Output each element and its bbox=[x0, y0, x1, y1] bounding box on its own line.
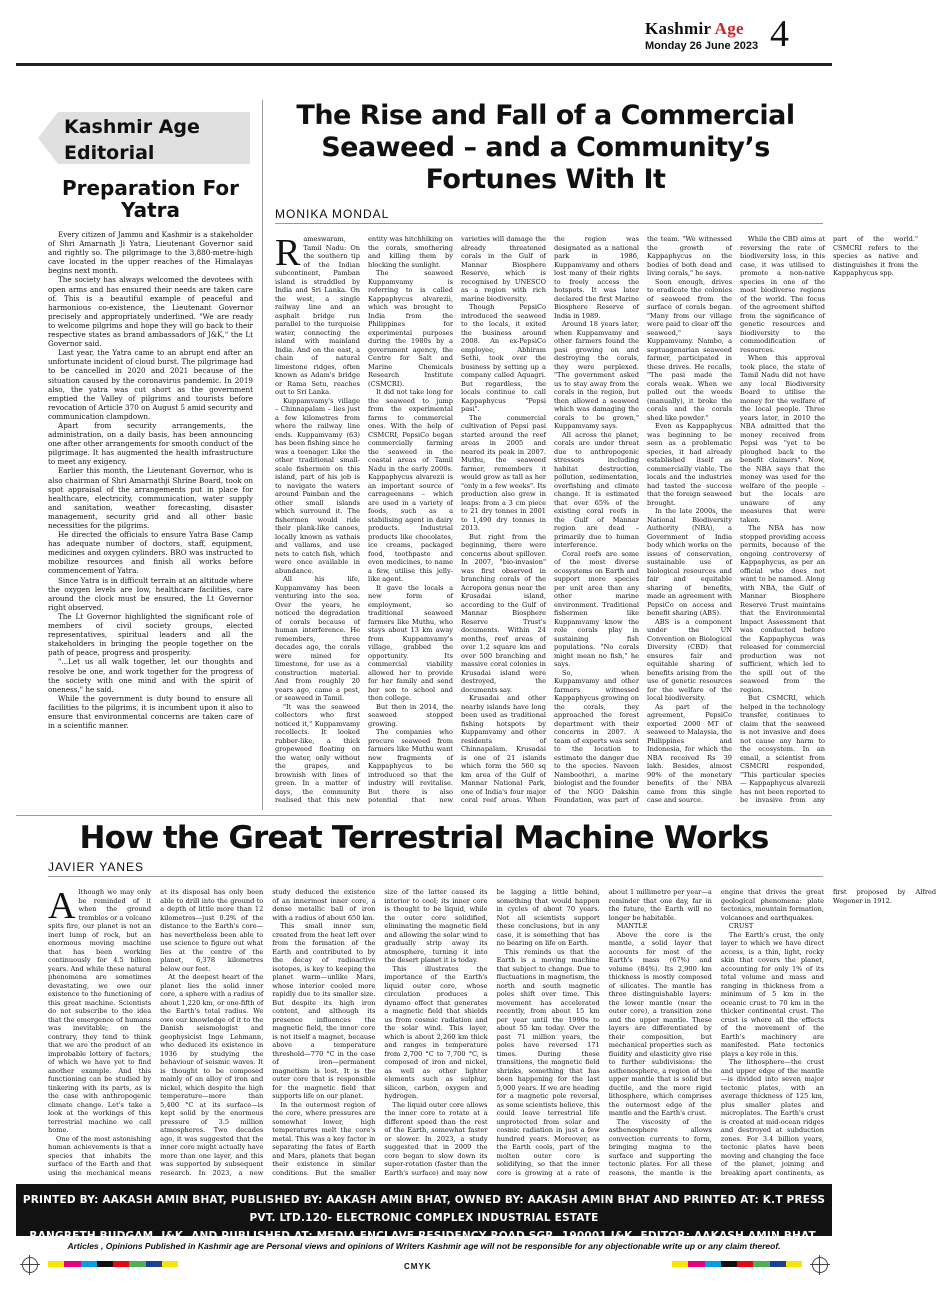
article2-dropcap: A bbox=[48, 885, 76, 927]
article1-paragraph: So, when Kuppamvamy and other farmers witnessed Kappaphycus growing on the corals, they approached the forest department with their concerns in 2007. A team of experts was sent to the location to estimate the danger due to the species. Naveen Namboothri, a marine biologist and the founder of the NGO Dakshin Foundation, was part of the team. "We witnessed the growth of Kappaphycus on the bodies of both dead and living corals," he says. bbox=[554, 235, 732, 804]
registration-mark-left bbox=[22, 1257, 38, 1273]
color-swatch bbox=[753, 1261, 769, 1267]
article1-paragraph: It gave the locals a new form of employment, so traditional seaweed farmers like Muthu, who stays about 13 km away from Kuppamvamy's village, grabbed the opportunity. Its commercial viability allowed her to provide for her family and send her son to school and then college. bbox=[368, 583, 453, 702]
editorial-paragraph: Every citizen of Jammu and Kashmir is a stakeholder of Shri Amarnath Ji Yatra, Lieutenant Governor said and rightly so. The pilgrimage to the 3,880-metre-high cave located in the upper reaches of the Himalayas begins next month. bbox=[48, 230, 253, 276]
article1-paragraph: All across the planet, corals are under threat due to anthropogenic stressors including habitat destruction, pollution, sedimentation, overfishing and climate change. It is estimated that over 65% of the existing coral reefs in the Gulf of Mannar region are dead – primarily due to human interference. bbox=[554, 430, 639, 549]
article1-body bbox=[275, 232, 918, 810]
editorial-paragraph: Earlier this month, the Lieutenant Governor, who is also chairman of Shri Amarnathji Shrine Board, took on spot appraisal of the arrangements put in place for healthcare, electricity, communication, water supply and sanitation, weather forecasting, disaster management, security grid and all other basic necessities for the pilgrims. bbox=[48, 466, 253, 530]
article1-paragraph: "It was the seaweed collectors who first noticed it," Kuppamvamy recollects. It looked rubber-like, a thick gropeweed floating on the water, only without the grapes, and brownish with lines of green. In a matter of days, the community realised that this new entity was hitchhiking on the corals, smothering and killing them by blocking the sunlight. bbox=[275, 235, 453, 804]
editorial-paragraph: Apart from security arrangements, the administration, on a daily basis, has been announcing one after other arrangements for smooth conduct of the pilgrimage. It has augmented the health infrastructure to meet any exigency. bbox=[48, 420, 253, 467]
cmyk-label: CMYK bbox=[404, 1262, 432, 1271]
editorial-label-line1: Kashmir Age bbox=[64, 116, 200, 138]
editorial-body bbox=[48, 230, 253, 810]
color-swatch bbox=[705, 1261, 721, 1267]
issue-date: Monday 26 June 2023 bbox=[645, 40, 759, 52]
editorial-paragraph: The society has always welcomed the devotees with open arms and has ensured their needs are taken care of. This is a beautiful example of peaceful and harmonious co-existence, the Lieutenant Governor precisely and appropriately underlined. "We are ready to welcome pilgrims and hope they will go back to their respective states as brand ambassadors of J&K," the Lt Governor said. bbox=[48, 275, 253, 349]
color-swatch bbox=[97, 1261, 113, 1267]
color-swatch bbox=[129, 1261, 145, 1267]
article2-paragraph: At the deepest heart of the planet lies the solid inner core, a sphere with a radius of about 1,220 km, or one-fifth of the Earth's total radius. We owe our knowledge of it to the Danish seismologist and geophysicist Inge Lehmann, who deduced its existence in 1936 by studying the behaviour of seismic waves. It is thought to be composed mainly of an alloy of iron and nickel, which despite the high temperature—more than 5,400 °C at its surface—is kept solid by the enormous pressure of 3.5 million atmospheres. Two decades ago, it was suggested that the inner core might actually have more than one layer, and this was supported by subsequent research. In 2023, a new study deduced the existence of an innermost inner core, a dense metallic ball of iron with a radius of about 650 km. bbox=[160, 888, 376, 1177]
article2-paragraph: This reminds us that the Earth is a moving machine that subject to change. Due to fluctuations in magnetism, the north and south magnetic poles shift over time. This movement has accelerated recently, from about 15 km per year until the 1990s to about 55 km today. Over the past 71 million years, the poles have reversed 171 times. During these transitions, the magnetic field shrinks, something that has been happening for the last 5,000 years. If we are heading for a magnetic pole reversal, as some scientists believe, this could leave terrestrial life unprotected from solar and cosmic radiation in just a few hundred years. Moreover, as the Earth cools, part of the molten outer core is solidifying, so that the inner core is growing at a rate of about 1 millimetre per year—a reminder that one day, far in the future, the Earth will no longer be habitable. bbox=[496, 888, 712, 1177]
article1-byline: MONIKA MONDAL bbox=[275, 207, 390, 221]
page-number: 4 bbox=[770, 13, 789, 55]
article1-byline-rule bbox=[275, 223, 823, 224]
article1-paragraph: The companies who procure seaweed from farmers like Muthu want new fragments of Kappaphycus to be introduced so that the industry will revitalise. But there is also potential that new varieties will damage the already threatened corals in the Gulf of Mannar Biosphere Reserve, which is recognised by UNESCO as a region with rich marine biodiversity. bbox=[368, 235, 546, 804]
article1-paragraph: Around 18 years later, when Kuppamvamy and other farmers found the pasi growing on and destroying the corals, they were perplexed. "The government asked us to stay away from the corals in the region, but then allowed a seaweed which was damaging the corals to be grown," Kuppamvamy says. bbox=[554, 320, 639, 430]
article2-body bbox=[48, 885, 936, 1178]
masthead-title: Kashmir Age bbox=[645, 19, 744, 38]
color-swatch bbox=[162, 1261, 178, 1267]
article1-paragraph: Kuppamvamy's village – Chinnapalam – lies just a few kilometres from where the railway line ends. Kuppamvamy (63) has been fishing since he was a teenager. Like the other traditional small-scale fishermen on this island, part of his job is to navigate the waters around Pamban and the other small islands which surround it. The fishermen would ride their plank-like canoes, locally known as vathais and vallams, and use nets to catch fish, which were once available in abundance. bbox=[275, 396, 360, 575]
editorial-label-arrow bbox=[38, 112, 58, 164]
article1-paragraph: The seaweed Kuppamvamy is referring to is called Kappaphycus alvarezii, which was brought to India from the Philippines for experimental purposes during the 1980s by a government agency, the Centre for Salt and Marine Chemicals Research Institute (CSMCRI). bbox=[368, 269, 453, 388]
article1-paragraph: ABS is a component under the UN Convention on Biological Diversity (CBD) that ensures fair and equitable sharing of benefits arising from the use of genetic resources for the welfare of the local biodiversity. bbox=[647, 617, 732, 702]
article1-paragraph: Though PepsiCo introduced the seaweed to the locals, it exited the business around 2008. An ex-PepsiCo employee, Abhiram Sethi, took over the business by setting up a company called Aquagri. But regardless, the locals continue to call Kappaphycus "Pepsi pasi". bbox=[461, 303, 546, 413]
article1-paragraph: In the late 2000s, the National Biodiversity Authority (NBA), a Government of India body which works on the issues of conservation, sustainable use of biological resources and fair and equitable sharing of benefits, made an agreement with PepsiCo on access and benefit sharing (ABS). bbox=[647, 507, 732, 617]
article2-paragraph: This small inner sun, created from the heat left over from the formation of the Earth and contributed to by the decay of radioactive isotopes, is key to keeping the planet warm—unlike Mars, whose interior cooled more rapidly due to its smaller size. But despite its high iron content, and although its presence influences the magnetic field, the inner core is not itself a magnet, because above a temperature threshold—770 °C in the case of iron—permanent magnetism is lost. It is the outer core that is responsible for the magnetic field that supports life on our planet. bbox=[272, 922, 376, 1100]
section-rule bbox=[16, 815, 832, 816]
article1-paragraph: It did not take long for the seaweed to jump from the experimental farms to commercial ones. With the help of CSMCRI, PepsiCo began commercially farming the seaweed in the coastal areas of Tamil Nadu in the early 2000s. Kappaphycus alvarezii is an important source of carrageenans – which are used in a variety of foods, such as a stabilising agent in dairy products. Industrial products like chocolates, ice creams, packaged food, toothpaste and even medicines, to name a few, utilise this jelly-like agent. bbox=[368, 388, 453, 583]
color-swatch bbox=[113, 1261, 129, 1267]
article1-paragraph: Soon enough, drives to eradicate the colonies of seaweed from the surface of corals began. "Many from our village were paid to clear off the seaweed," says Kuppamvamy. Nambo, a septuagenarian seaweed farmer, participated in these drives. He recalls, "The pasi made the corals weak. When we pulled out the weeds (manually), it broke the corals and the corals shed like powder." bbox=[647, 277, 732, 422]
article2-paragraph: This illustrates the importance of the Earth's liquid outer core, whose circulation produces a dynamo effect that generates a magnetic field that shields us from cosmic radiation and the solar wind. This layer, which is about 2,260 km thick and ranges in temperature from 2,700 °C to 7,700 °C, is composed of iron and nickel, as well as other lighter elements such as sulphur, silicon, carbon, oxygen and hydrogen. bbox=[384, 964, 488, 1100]
article2-lead: lthough we may only be reminded of it when the ground trembles or a volcano spits fire, our planet is not an inert lump of rock, but an enormous moving machine that has been working continuously for 4.5 billion years. And while these natural phenomena are sometimes devastating, we owe our existence to the functioning of this great machine. Scientists do not subscribe to the idea that the emergence of humans was inevitable; on the contrary, they tend to think that we are the product of an improbable lottery of factors, of which we have yet to find another example. And this functioning can be studied by tinkering with its parts, as is the case with anthropogenic climate change. Let's take a look at the workings of this terrestrial machine we call home. bbox=[48, 888, 152, 1134]
masthead-rule bbox=[16, 63, 832, 66]
column-divider bbox=[262, 100, 263, 810]
article2-paragraph: The Earth's crust, the only layer to which we have direct access, is a thin, light, rocky skin that covers the planet, accounting for only 1% of its total volume and mass and ranging in thickness from a minimum of 5 km in the oceanic crust to 70 km in the thicker continental crust. The crust is where all the effects of the movement of the Earth's machinery are manifested. Plate tectonics plays a key role in this. bbox=[720, 930, 824, 1058]
article1-paragraph: Even as Kappaphycus was beginning to be seen as a problematic species, it had already established itself as commercially viable. The locals and the industries had tasted the success that the foreign seaweed brought. bbox=[647, 422, 732, 507]
color-swatch bbox=[721, 1261, 737, 1267]
registration-mark-right bbox=[812, 1257, 828, 1273]
article2-headline: How the Great Terrestrial Machine Works bbox=[79, 820, 769, 856]
article2-paragraph: The viscosity of the asthenosphere allows convection currents to form, bringing magma to the surface and supporting the tectonic plates. For all these reasons, the mantle is the engine that drives the great geological phenomena: plate tectonics, mountain formation, volcanoes and earthquakes. bbox=[608, 888, 824, 1177]
article2-paragraph: One of the most astonishing human achievements is that a species that inhabits the surface of the Earth and that using the mechanical means at its disposal has only been able to drill into the ground to a depth of little more than 12 kilometres—just 0.2% of the distance to the Earth's core—has nevertheless been able to use science to figure out what lies at the centre of the planet, 6,378 kilometres below our feet. bbox=[48, 888, 264, 1177]
color-swatch bbox=[81, 1261, 97, 1267]
article1-paragraph: When this approval took place, the state of Tamil Nadu did not have any local Biodiversity Board to utilise the money for the welfare of the local people. Three years later, in 2010 the NBA admitted that the money received from Pepsi was "yet to be ploughed back to the benefit claimers". Now, the NBA says that the money was used for the welfare of the people – but the locals are unaware of any measures that were taken. bbox=[740, 354, 825, 524]
color-bar-left bbox=[48, 1261, 178, 1267]
editorial-section-label bbox=[58, 112, 250, 164]
color-swatch bbox=[146, 1261, 162, 1267]
imprint-line2: RANGRETH BUDGAM, J&K. AND PUBLISHED AT: MEDIA ENCLAVE RESIDENCY ROAD SGR. 190001 J&K. EDITOR: AAKASH AMIN BHAT, JKENG/2006/23952 bbox=[29, 1230, 819, 1260]
editorial-paragraph: Since Yatra is in difficult terrain at an altitude where the oxygen levels are low, healthcare facilities, care around the clock must be ensured, the Lt Governor right observed. bbox=[48, 575, 253, 612]
article2-byline: JAVIER YANES bbox=[48, 860, 145, 874]
editorial-paragraph: "...Let us all walk together, let our thoughts and resolve be one, and work together for the progress of the society with one mind and with the spirit of oneness," he said. bbox=[48, 657, 253, 694]
disclaimer: Articles , Opinions Published in Kashmir age are Personal views and opinions of Writers Kashmir age will not be responsible for any objectionable write up or any claim thereof. bbox=[67, 1241, 781, 1251]
color-swatch bbox=[737, 1261, 753, 1267]
article1-paragraph: But right from the beginning, there were concerns about spillover. In 2007, "bio-invasion" was first observed in branching corals of the Acropora genus near the Krusadai island, according to the Gulf of Mannar Biosphere Reserve Trust's documents. Within 24 months, reef areas of over 1.2 square km and over 500 branching and massive coral colonies in Krusadai island were destroyed, the documents say. bbox=[461, 532, 546, 694]
article2-paragraph: The liquid outer core allows the inner core to rotate at a different speed than the rest of the Earth, somewhat faster or slower. In 2023, a study suggested that in 2009 the core began to slow down its super-rotation (faster than the Earth's surface) and may now be lagging a little behind, something that would happen in cycles of about 70 years. Not all scientists support these conclusions, but in any case, it is something that has no bearing on life on Earth. bbox=[384, 888, 600, 1177]
article1-headline: The Rise and Fall of a Commercial Seaweed – and a Community’s Fortunes With It bbox=[296, 100, 795, 195]
article1-paragraph: Krusadai and other nearby islands have long been used as traditional fishing hotspots by Kuppamvamy and other residents of Chinnapalam. Krusadai is one of 21 islands which form the 560 sq km area of the Gulf of Mannar National Park, one of India's four major coral reef areas. When the region was designated as a national park in 1986, Kuppamvamy and others lost many of their rights to freely access the hotspots. It was later declared the first Marine Biosphere Reserve of India in 1989. bbox=[461, 235, 639, 804]
article1-paragraph: The NBA has now stopped providing access permits, because of the ongoing controversy of Kappaphycus, as per an official who does not want to be named. Along with NBA, the Gulf of Mannar Biosphere Reserve Trust maintains that the Environmental Impact Assessment that was conducted before the Kappaphycus was released for commercial production was not sufficient, which led to the spill out of the seaweed from the region. bbox=[740, 524, 825, 694]
article1-paragraph: The commercial cultivation of Pepsi pasi started around the reef areas in 2005 and neared its peak in 2007. Muthu, the seaweed farmer, remembers it would grow as tall as her "only in a few weeks". Its production also grew in leaps: from a 3 cm piece to 21 dry tonnes in 2001 to 1,490 dry tonnes in 2013. bbox=[461, 413, 546, 532]
color-swatch bbox=[786, 1261, 802, 1267]
article2-paragraph: Above the core is the mantle, a solid layer that accounts for most of the Earth's mass (67%) and volume (84%). Its 2,900 km thickness is mostly composed of silicates. The mantle has three distinguishable layers: the lower mantle (near the outer core), a transition zone and the upper mantle. These layers are differentiated by their composition, but mechanical properties such as fluidity and elasticity give rise to further subdivisions: the asthenosphere, a region of the upper mantle that is solid but ductile, and the more rigid lithosphere, which comprises the outermost edge of the mantle and the Earth's crust. bbox=[608, 930, 712, 1117]
article2-paragraph: MANTLE bbox=[616, 922, 648, 930]
color-swatch bbox=[672, 1261, 688, 1267]
article1-paragraph: But CSMCRI, which helped in the technology transfer, continues to claim that the seaweed is not invasive and does not cause any harm to the ecosystem. In an email, a scientist from CSMCRI responded, "This particular species — Kappaphycus alvarezii has not been reported to be invasive from any part of the world." CSMCRI refers to the species as native and distinguishes it from the Kappaphycus spp. bbox=[740, 235, 918, 804]
editorial-paragraph: He directed the officials to ensure Yatra Base Camp has adequate number of doctors, staff, equipment, medicines and oxygen cylinders. BRO was instructed to mobilize resources and finish all works before commencement of Yatra. bbox=[48, 530, 253, 576]
article1-paragraph: But then in 2014, the seaweed stopped growing. bbox=[368, 702, 453, 728]
article1-paragraph: As part of the agreement, PepsiCo exported 2000 MT of seaweed to Malaysia, the Philippines and Indonesia, for which the NBA received Rs 39 lakh. Besides, almost 90% of the monetary benefits of the NBA came from this single case and source. bbox=[647, 702, 732, 804]
article2-paragraph: In the outermost region of the core, where pressures are somewhat lower, high temperatures melt the core's metal. This was a key factor in separating the fates of Earth and Mars, planets that began their existence in similar conditions. But the smaller size of the latter caused its interior to cool; its inner core is thought to be liquid, while the outer core solidified, eliminating the magnetic field and allowing the solar wind to gradually strip away its atmosphere, turning it into the desert planet it is today. bbox=[272, 888, 488, 1177]
editorial-paragraph: While the government is duty bound to ensure all facilities to the pilgrims, it is incumbent upon it also to ensure that environmental concerns are taken care of in a scientific manner. bbox=[48, 693, 253, 731]
color-swatch bbox=[48, 1261, 64, 1267]
article2-paragraph: CRUST bbox=[728, 922, 754, 930]
article1-lead: ameswaram, Tamil Nadu: On the southern tip of the Indian subcontinent, Pamban island is straddled by India and Sri Lanka. On the west, a single railway line and an asphalt bridge run parallel to the turquoise water, connecting the island with mainland India. And on the east, a chain of natural limestone ridges, often known as Adam's bridge or Rama Setu, reaches out to Sri Lanka. bbox=[275, 235, 360, 396]
color-bar-right bbox=[672, 1261, 802, 1267]
article1-paragraph: All his life, Kuppamvamy has been venturing into the sea. Over the years, he noticed the degradation of corals because of human interference. He remembers, three decades ago, the corals were mined for limestone, for use as a construction material. And from roughly 20 years ago, came a pest, or seaweed in Tamil. bbox=[275, 575, 360, 702]
editorial-paragraph: The Lt Governor highlighted the significant role of members of civil society groups, elected representatives, spiritual leaders and all the stakeholders in bringing the people together on the path of peace, progress and prosperity. bbox=[48, 611, 253, 658]
editorial-title: Preparation For Yatra bbox=[61, 176, 240, 222]
editorial-paragraph: Last year, the Yatra came to an abrupt end after an unfortunate incident of cloud burst. The pilgrimage had to be cancelled in 2020 and 2021 because of the situation caused by the coronavirus pandemic. In 2019 also, the yatra was cut short as the government emptied the Valley of pilgrims and tourists before revocation of Article 370 on August 5 amid security and communication clampdown. bbox=[48, 348, 253, 421]
article2-byline-rule bbox=[48, 876, 823, 877]
color-swatch bbox=[688, 1261, 704, 1267]
editorial-label-line2: Editorial bbox=[64, 142, 155, 164]
color-swatch bbox=[770, 1261, 786, 1267]
article1-dropcap: R bbox=[275, 232, 301, 274]
imprint-line1: PRINTED BY: AAKASH AMIN BHAT, PUBLISHED BY: AAKASH AMIN BHAT, OWNED BY: AAKASH AMIN BHAT AND PRINTED AT: K.T PRESS PVT. LTD.120- ELECTRONIC COMPLEX INDUSTRIAL ESTATE bbox=[22, 1194, 826, 1224]
article1-paragraph: While the CBD aims at reversing the rate of biodiversity loss, in this case, it was utilised to promote a non-native species in one of the most biodiverse regions of the world. The focus of the agreement shifted from the significance of genetic resources and biodiversity to the commodification of resources. bbox=[740, 235, 825, 354]
color-swatch bbox=[64, 1261, 80, 1267]
article1-paragraph: Coral reefs are some of the most diverse ecosystems on Earth and support more species per unit area than any other marine environment. Traditional fishermen like Kuppamvamy know the role corals play in sustaining fish populations. "No corals might mean no fish," he says. bbox=[554, 549, 639, 668]
article2-paragraph: The lithosphere—the crust and upper edge of the mantle—is divided into seven major tectonic plates, with an average thickness of 125 km, plus smaller plates and microplates. The Earth's crust is created at mid-ocean ridges and destroyed at subduction zones. For 3.4 billion years, tectonic plates have been moving and changing the face of the planet, joining and breaking apart continents, as first proposed by Alfred Wegener in 1912. bbox=[720, 888, 936, 1177]
